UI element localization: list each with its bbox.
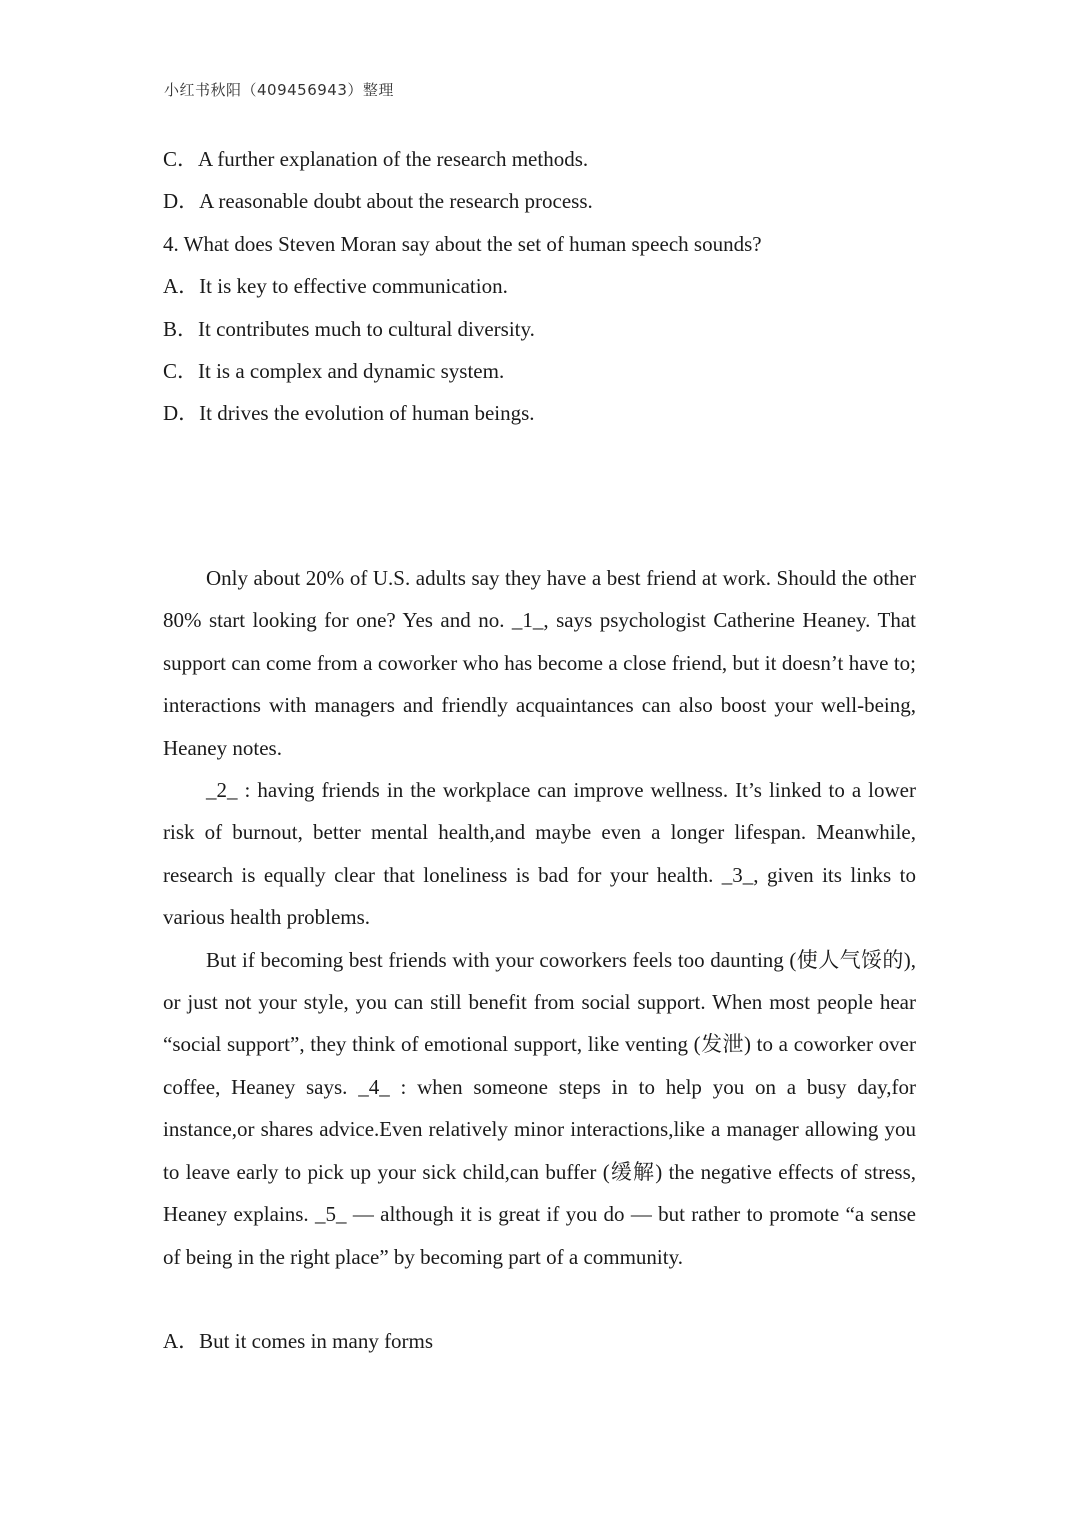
q4-option-c: C．It is a complex and dynamic system. — [163, 359, 505, 384]
passage-paragraph-2: _2_ : having friends in the workplace can improve wellness. It’s linked to a lower risk of burnout, better mental health,and maybe even a longer lifespan. Meanwhile, research is equally clear that loneliness is bad for your health. _3_, given its links to various health problems. — [163, 778, 916, 930]
question-block — [163, 138, 923, 435]
option-c: C．A further explanation of the research methods. — [163, 147, 589, 171]
answer-options — [163, 1320, 923, 1362]
q4-option-b: B．It contributes much to cultural diversity. — [163, 316, 535, 341]
passage-paragraph-3: But if becoming best friends with your coworkers feels too daunting (使人气馁的), or just not your style, you can still benefit from social support. When most people hear “social support”, they think of emotional support, like venting (发泄) to a coworker over coffee, Heaney says. _4_ : when someone steps in to help you on a busy day,for instance,or shares advice.Even relatively minor interactions,like a manager allowing you to leave early to pick up your sick child,can buffer (缓解) the negative effects of stress, Heaney explains. _5_ — although it is great if you do — but rather to promote “a sense of being in the right place” by becoming part of a community. — [163, 947, 916, 1269]
question-4: 4. What does Steven Moran say about the set of human speech sounds? — [163, 231, 762, 256]
header-note: 小红书秋阳（409456943）整理 — [164, 81, 394, 99]
q4-option-a: A．It is key to effective communication. — [163, 274, 508, 299]
reading-passage — [163, 557, 916, 1278]
option-d: D．A reasonable doubt about the research process. — [163, 189, 593, 214]
answer-option-a: A．But it comes in many forms — [163, 1329, 434, 1353]
q4-option-d: D．It drives the evolution of human beings. — [163, 401, 535, 426]
passage-paragraph-1: Only about 20% of U.S. adults say they have a best friend at work. Should the other 80% start looking for one? Yes and no. _1_, says psychologist Catherine Heaney. That support can come from a coworker who has become a close friend, but it doesn’t have to; interactions with managers and friendly acquaintances can also boost your well-being, Heaney notes. — [163, 566, 916, 760]
